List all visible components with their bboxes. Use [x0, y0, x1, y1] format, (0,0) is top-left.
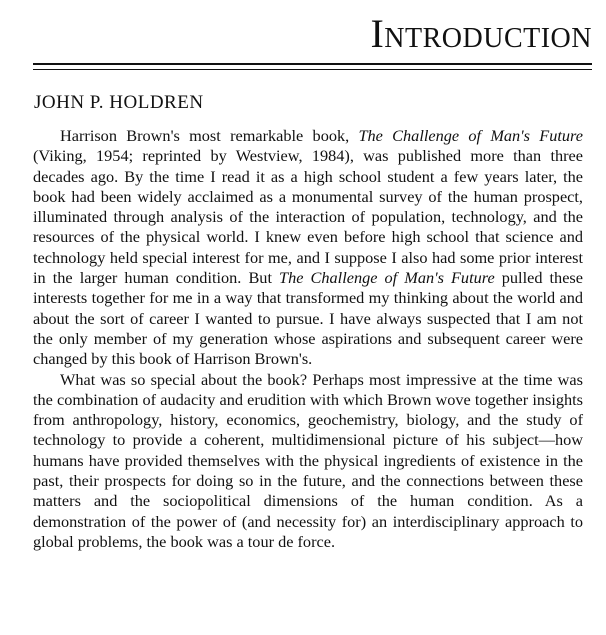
header-rule-thick: [33, 63, 592, 65]
paragraph-1: [33, 126, 583, 370]
author-name: JOHN P. HOLDREN: [34, 92, 204, 113]
header-rule-thin: [33, 69, 592, 70]
body-text: [33, 126, 583, 552]
paragraph-2: What was so special about the book? Perhaps most impressive at the time was the combination of audacity and erudition with which Brown wove together insights from anthropology, history, economics, geochemistry, biology, and the study of technology to provide a coherent, multidimensional picture of his subject—how humans have provided themselves with the physical ingredients of existence in the past, their prospects for doing so in the future, and the connections between these matters and the sociopolitical dimensions of the human condition. As a demonstration of the power of (and necessity for) an interdisciplinary approach to global problems, the book was a tour de force.: [33, 369, 583, 551]
paragraph-1-part-1: Harrison Brown's most remarkable book,: [60, 126, 359, 145]
book-title-2: The Challenge of Man's Future: [279, 268, 495, 288]
paragraph-1-part-2: (Viking, 1954; reprinted by Westview, 1984), was published more than three decades ago. By the time I read it as a high school student a few years later, the book had been widely acclaimed as a monumental survey of the human prospect, illuminated through analysis of the interaction of population, technology, and the resources of the physical world. I knew even before high school that science and technology held special interest for me, and I suppose I also had some prior interest in the larger human condition. But: [33, 146, 583, 288]
chapter-title: Introduction: [370, 11, 592, 56]
book-title-1: The Challenge of Man's Future: [358, 126, 583, 145]
paragraph-1-part-3: pulled these interests together for me in a way that transformed my thinking about the world and about the sort of career I wanted to pursue. I have always suspected that I am not the only member of my generation whose aspirations and subsequent career were changed by this book of Harrison Brown's.: [33, 268, 583, 369]
